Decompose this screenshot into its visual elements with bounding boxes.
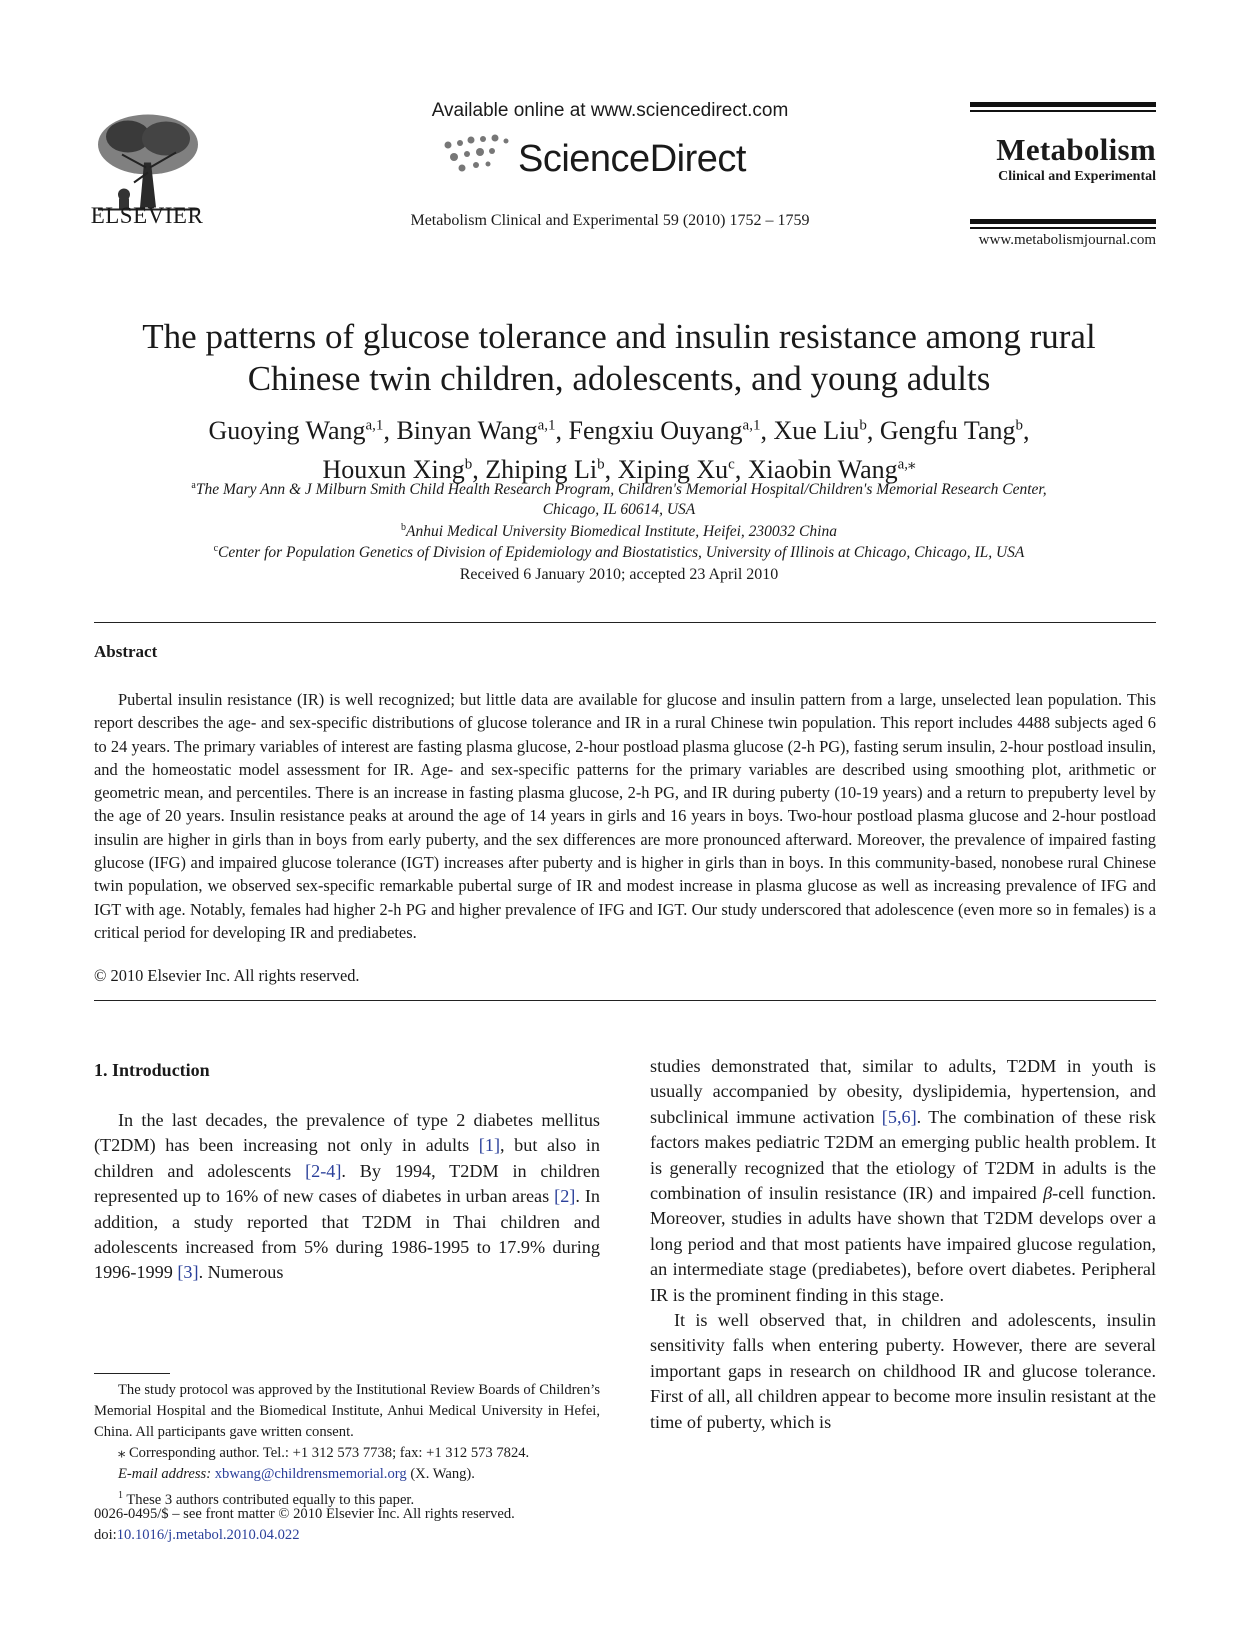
received-dates: Received 6 January 2010; accepted 23 April 2010	[459, 566, 779, 583]
journal-header-rule	[970, 227, 1156, 229]
author: Gengfu Tang$^b$,	[879, 415, 1030, 445]
available-online-text: Available online at www.sciencedirect.com	[431, 100, 789, 121]
citation-link[interactable]: [5,6]	[881, 1106, 917, 1127]
footnote-protocol: The study protocol was approved by the Institutional Review Boards of Children’s Memorial Hospital and the Biomedical Institute, Anhui Medical University in Hefei, China. All participants gave written consent.	[94, 1382, 600, 1440]
citation-link[interactable]: [3]	[177, 1262, 199, 1283]
affiliation-c: $^c$Center for Population Genetics of Division of Epidemiology and Biostatistics, University of Illinois at Chicago, Chicago, IL, USA	[213, 543, 1025, 562]
author: Xue Liu$^b$,	[773, 415, 880, 445]
footnotes	[94, 1380, 600, 1511]
journal-url[interactable]: www.metabolismjournal.com	[978, 232, 1156, 248]
section-divider	[94, 622, 1156, 623]
footnote-divider	[94, 1373, 170, 1374]
footnote-corresponding: ⁎ Corresponding author. Tel.: +1 312 573 7738; fax: +1 312 573 7824.	[118, 1445, 530, 1461]
paragraph: In the last decades, the prevalence of type 2 diabetes mellitus (T2DM) has been increasing not only in adults [1], but also in children and adolescents [2-4]. By 1994, T2DM in children represented up to 16% of new cases of diabetes in urban areas [2]. In addition, a study reported that T2DM in Thai children and adolescents increased from 5% during 1986-1995 to 17.9% during 1996-1999 [3]. Numerous	[94, 1110, 601, 1283]
front-matter	[94, 1504, 614, 1546]
sciencedirect-wordmark: ScienceDirect	[518, 138, 746, 180]
publisher-name: ELSEVIER	[90, 203, 204, 228]
journal-citation: Metabolism Clinical and Experimental 59 (2010) 1752 – 1759	[410, 212, 810, 229]
title-line: Chinese twin children, adolescents, and young adults	[247, 359, 991, 398]
doi-link[interactable]: 10.1016/j.metabol.2010.04.022	[116, 1527, 300, 1543]
doi-line: doi:10.1016/j.metabol.2010.04.022	[94, 1527, 300, 1543]
sciencedirect-dots-icon	[440, 133, 520, 178]
citation-link[interactable]: [1]	[478, 1135, 501, 1156]
front-matter-rights: 0026-0495/$ – see front matter © 2010 Elsevier Inc. All rights reserved.	[94, 1506, 515, 1522]
affiliation-a-city: Chicago, IL 60614, USA	[542, 501, 696, 518]
paragraph: It is well observed that, in children and adolescents, insulin sensitivity falls when entering puberty. However, there are several important gaps in research on childhood IR and glucose tolerance. First of all, all children appear to become more insulin resistant at the time of puberty, which is	[650, 1310, 1156, 1432]
journal-title: Metabolism	[996, 132, 1156, 167]
article-title	[80, 316, 1158, 400]
author: Xiping Xu$^c$,	[617, 455, 748, 485]
author-list	[80, 408, 1158, 487]
paragraph: studies demonstrated that, similar to adults, T2DM in youth is usually accompanied by obesity, dyslipidemia, hypertension, and subclinical immune activation [5,6]. The combination of these risk factors makes pediatric T2DM an emerging public health problem. It is generally recognized that the etiology of T2DM in adults is the combination of insulin resistance (IR) and impaired β-cell function. Moreover, studies in adults have shown that T2DM develops over a long period and that most patients have impaired glucose regulation, an intermediate stage (prediabetes), before overt diabetes. Peripheral IR is the prominent finding in this stage.	[650, 1056, 1157, 1305]
left-column	[94, 1108, 600, 1286]
author: Xiaobin Wang$^{a,⁎}$	[747, 455, 916, 485]
journal-header-rule	[970, 219, 1156, 224]
author: Guoying Wang$^{a,1}$,	[208, 415, 397, 445]
author: Fengxiu Ouyang$^{a,1}$,	[568, 415, 774, 445]
section-heading-introduction: 1. Introduction	[94, 1060, 210, 1080]
footnote-email: E-mail address: xbwang@childrensmemorial.org (X. Wang).	[118, 1466, 475, 1482]
abstract-heading: Abstract	[94, 642, 158, 661]
author: Houxun Xing$^b$,	[322, 455, 486, 485]
affiliation-a: $^a$The Mary Ann & J Milburn Smith Child Health Research Program, Children's Memorial Hospital/Children's Memorial Research Center,	[191, 480, 1047, 499]
citation-link[interactable]: [2]	[554, 1186, 576, 1207]
author: Binyan Wang$^{a,1}$,	[396, 415, 569, 445]
journal-subtitle: Clinical and Experimental	[998, 169, 1156, 184]
right-column	[650, 1054, 1156, 1435]
title-line: The patterns of glucose tolerance and insulin resistance among rural	[142, 317, 1096, 356]
abstract-text: Pubertal insulin resistance (IR) is well recognized; but little data are available for glucose and insulin pattern from a large, unselected lean population. This report describes the age- and sex-specific distributions of glucose tolerance and IR in a rural Chinese twin population. This report includes 4488 subjects aged 6 to 24 years. The primary variables of interest are fasting plasma glucose, 2-hour postload plasma glucose (2-h PG), fasting serum insulin, 2-hour postload insulin, and the homeostatic model assessment for IR. Age- and sex-specific patterns for the primary variables are described using smoothing plot, arithmetic or geometric mean, and percentiles. There is an increase in fasting plasma glucose, 2-h PG, and IR during puberty (10-19 years) and a return to prepuberty level by the age of 20 years. Insulin resistance peaks at around the age of 14 years in girls and 16 years in boys. Two-hour postload plasma glucose and 2-hour postload insulin are higher in girls than in boys from early puberty, and the sex differences are more pronounced afterward. Moreover, the prevalence of impaired fasting glucose (IFG) and impaired glucose tolerance (IGT) increases after puberty and is higher in girls than in boys. In this community-based, nonobese rural Chinese twin population, we observed sex-specific remarkable pubertal surge of IR and modest increase in plasma glucose as well as increasing prevalence of IFG and IGT with age. Notably, females had higher 2-h PG and higher prevalence of IFG and IGT. Our study underscored that adolescence (even more so in females) is a critical period for developing IR and prediabetes.	[94, 690, 1156, 942]
section-divider	[94, 1000, 1156, 1001]
author: Zhiping Li$^b$,	[485, 455, 618, 485]
abstract-copyright: © 2010 Elsevier Inc. All rights reserved.	[94, 966, 360, 985]
citation-link[interactable]: [2-4]	[305, 1160, 342, 1181]
footnote-equal-contribution: $^1$ These 3 authors contributed equally to this paper.	[118, 1490, 415, 1508]
affiliation-b: $^b$Anhui Medical University Biomedical Institute, Heifei, 230032 China	[401, 522, 837, 541]
journal-header-rule	[970, 110, 1156, 112]
email-link[interactable]: xbwang@childrensmemorial.org	[214, 1466, 407, 1482]
journal-header-rule	[970, 102, 1156, 107]
